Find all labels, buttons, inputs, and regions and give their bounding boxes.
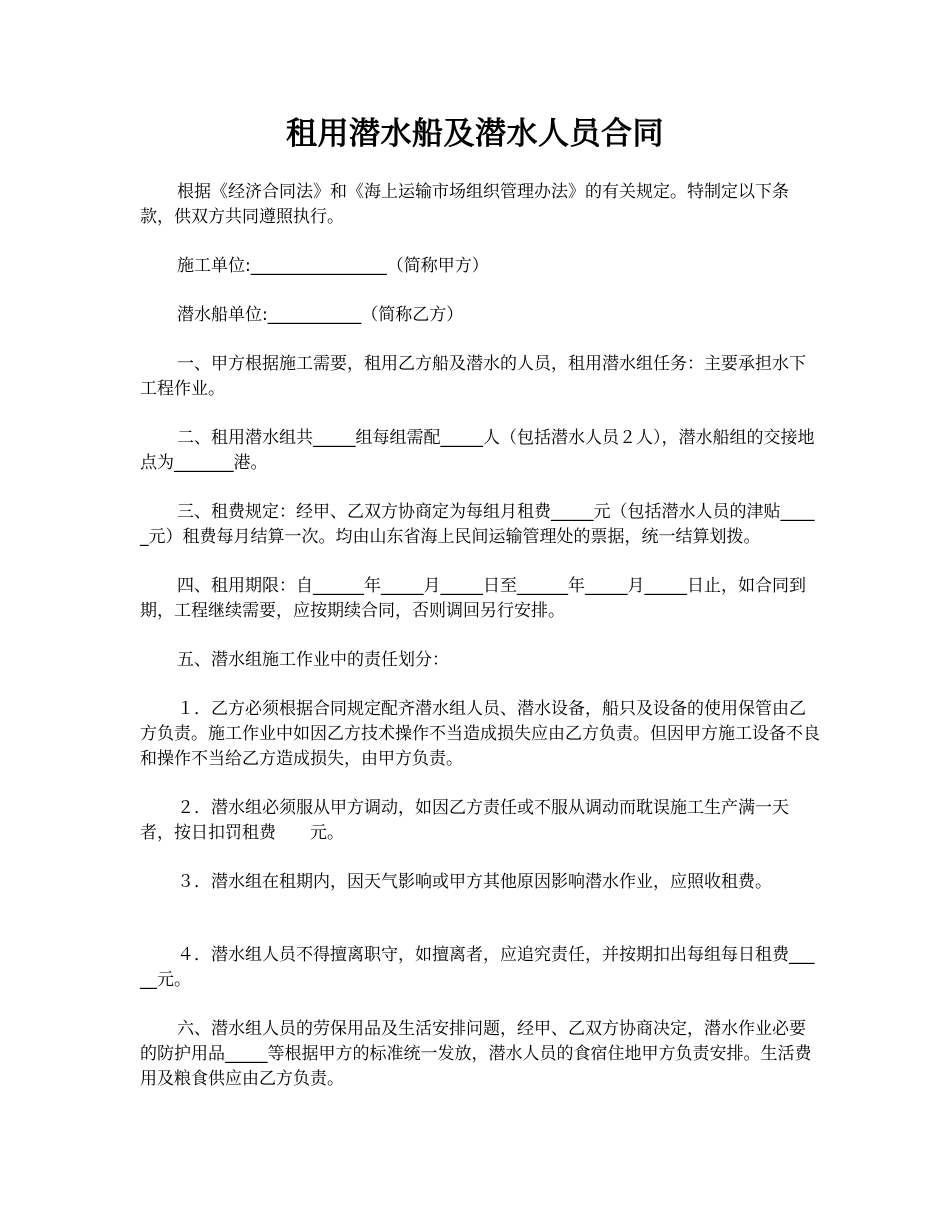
paragraph-clause-5-item-2: ２．潜水组必须服从甲方调动，如因乙方责任或不服从调动而耽误施工生产满一天者，按日扣罚租费 元。 <box>140 798 789 843</box>
paragraph-clause-5-item-3: ３．潜水组在租期内，因天气影响或甲方其他原因影响潜水作业，应照收租费。 <box>177 872 772 892</box>
paragraph-gap <box>140 895 820 943</box>
paragraph-gap <box>140 993 820 1017</box>
paragraph-gap <box>140 772 820 796</box>
paragraph-gap <box>140 624 820 648</box>
paragraph-party-a: 施工单位:________________（简称甲方） <box>177 256 489 276</box>
paragraph-clause-5-item-4: ４．潜水组人员不得擅离职守，如擅离者，应追究责任，并按期扣出每组每日租费_____元。 <box>140 945 815 990</box>
paragraph-clause-5-item-1: １．乙方必须根据合同规定配齐潜水组人员、潜水设备，船只及设备的使用保管由乙方负责。施工作业中如因乙方技术操作不当造成损失应由乙方负责。但因甲方施工设备不良和操作不当给乙方造成损失，由甲方负责。 <box>140 699 820 769</box>
paragraph-clause-3: 三、租费规定：经甲、乙双方协商定为每组月租费_____元（包括潜水人员的津贴_____元）租费每月结算一次。均由山东省海上民间运输管理处的票据，统一结算划拨。 <box>140 502 815 547</box>
paragraph-clause-2: 二、租用潜水组共_____组每组需配_____人（包括潜水人员２人），潜水船组的交接地点为_______港。 <box>140 428 815 473</box>
paragraph-intro: 根据《经济合同法》和《海上运输市场组织管理办法》的有关规定。特制定以下条款，供双方共同遵照执行。 <box>140 182 789 227</box>
paragraph-clause-6: 六、潜水组人员的劳保用品及生活安排问题，经甲、乙双方协商决定，潜水作业必要的防护用品_____等根据甲方的标准统一发放，潜水人员的食宿住地甲方负责安排。生活费用及粮食供应由乙方负责。 <box>140 1019 812 1089</box>
paragraph-clause-1: 一、甲方根据施工需要，租用乙方船及潜水的人员，租用潜水组任务：主要承担水下工程作业。 <box>140 354 806 399</box>
paragraph-gap <box>140 846 820 870</box>
paragraph-gap <box>140 476 820 500</box>
document-title: 租用潜水船及潜水人员合同 <box>286 116 664 152</box>
paragraph-clause-4: 四、租用期限：自______年_____月_____日至______年_____月_____日止，如合同到期，工程继续需要，应按期续合同，否则调回另行安排。 <box>140 576 806 621</box>
paragraph-party-b: 潜水船单位:___________（简称乙方） <box>177 305 464 325</box>
paragraph-gap <box>140 402 820 426</box>
paragraph-gap <box>140 673 820 697</box>
paragraph-gap <box>140 328 820 352</box>
paragraph-gap <box>140 279 820 303</box>
paragraph-clause-5: 五、潜水组施工作业中的责任划分： <box>177 650 449 670</box>
paragraph-gap <box>140 230 820 254</box>
paragraph-gap <box>140 550 820 574</box>
document-body <box>140 180 820 1092</box>
